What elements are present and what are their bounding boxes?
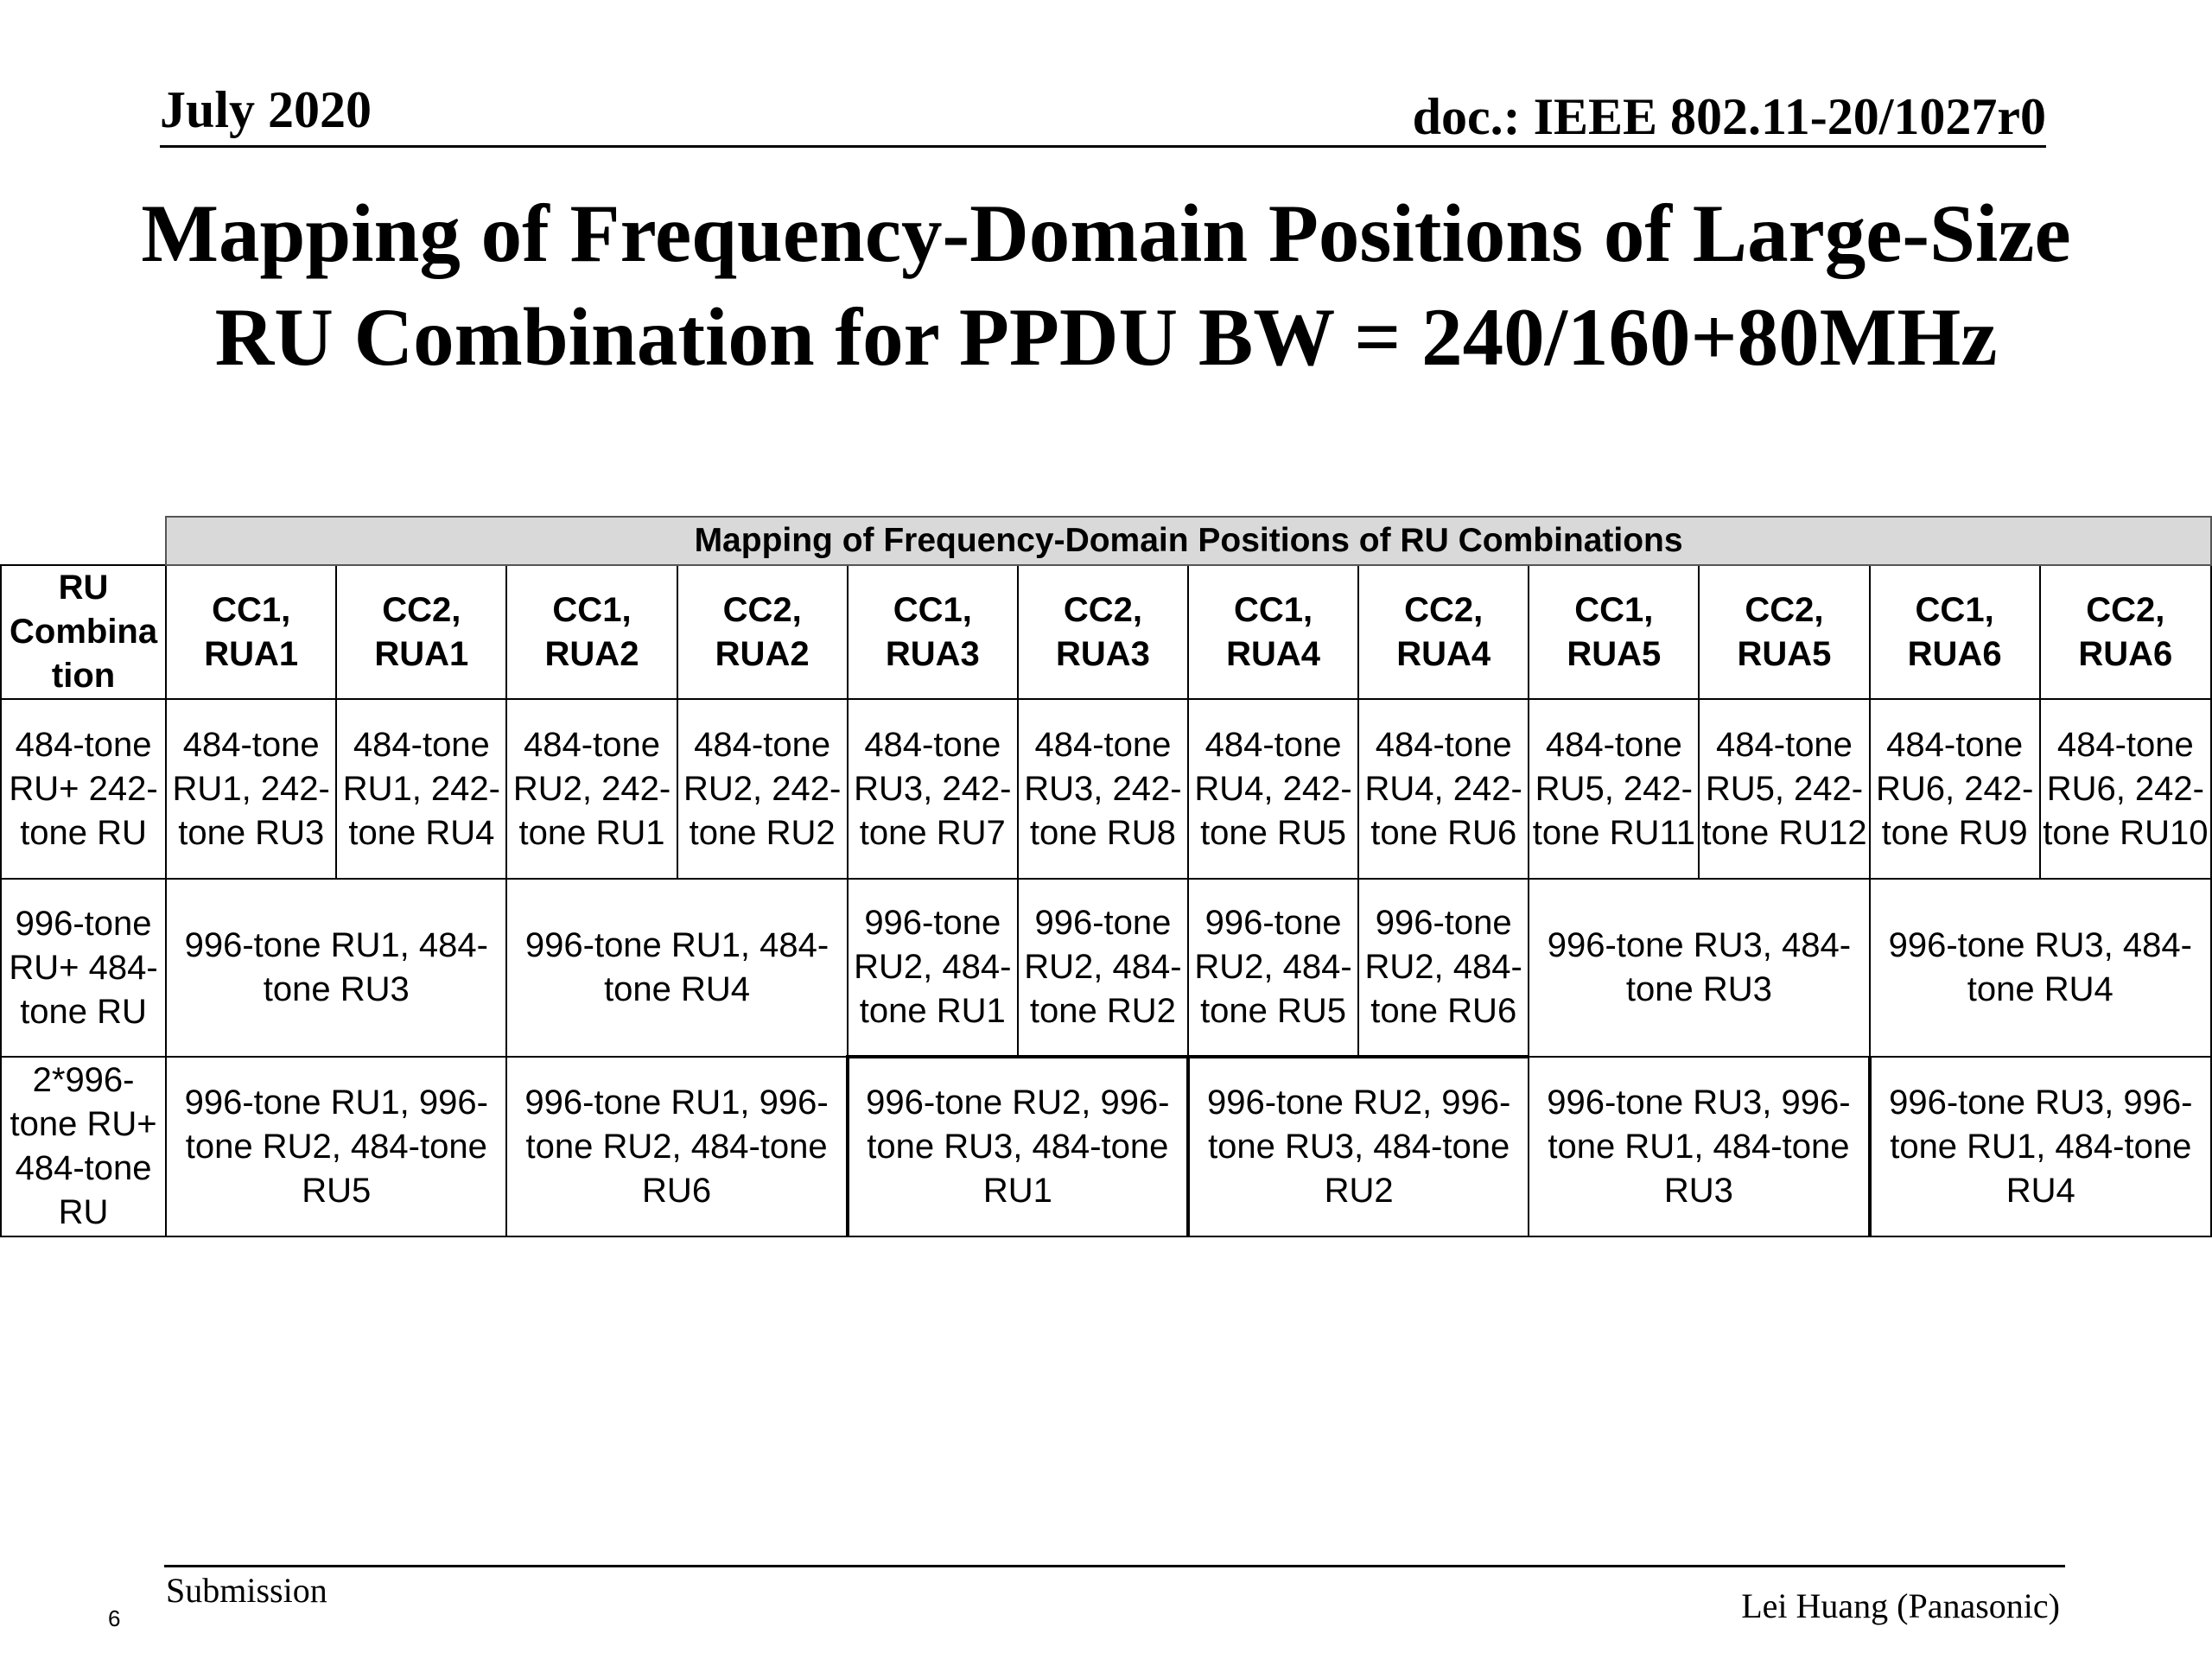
- table-cell: 484-tone RU4, 242-tone RU5: [1188, 699, 1358, 879]
- table-cell: 996-tone RU2, 484-tone RU2: [1018, 879, 1188, 1057]
- table-cell: 484-tone RU1, 242-tone RU4: [336, 699, 506, 879]
- table-banner: Mapping of Frequency-Domain Positions of RU Combinations: [166, 517, 2211, 565]
- table-cell: 484-tone RU2, 242-tone RU2: [677, 699, 848, 879]
- table-cell: 484-tone RU3, 242-tone RU8: [1018, 699, 1188, 879]
- table-cell: 484-tone RU1, 242-tone RU3: [166, 699, 336, 879]
- column-header: CC2, RUA2: [677, 565, 848, 699]
- column-header: CC2, RUA5: [1699, 565, 1869, 699]
- table-corner-blank: [1, 517, 166, 565]
- table-cell: 996-tone RU2, 996-tone RU3, 484-tone RU1: [848, 1057, 1188, 1236]
- table-cell: 484-tone RU2, 242-tone RU1: [506, 699, 677, 879]
- column-header: CC1, RUA3: [848, 565, 1018, 699]
- column-header: CC1, RUA1: [166, 565, 336, 699]
- row-label: 484-tone RU+ 242-tone RU: [1, 699, 166, 879]
- column-header: CC2, RUA6: [2040, 565, 2211, 699]
- footer-divider: [164, 1565, 2065, 1567]
- footer-author: Lei Huang (Panasonic): [1741, 1586, 2060, 1625]
- table-cell: 996-tone RU2, 484-tone RU6: [1358, 879, 1529, 1057]
- slide-title-line-2: RU Combination for PPDU BW = 240/160+80MHz: [214, 291, 1998, 383]
- table-cell: 484-tone RU5, 242-tone RU12: [1699, 699, 1869, 879]
- row-label: 2*996-tone RU+ 484-tone RU: [1, 1057, 166, 1236]
- table-cell: 484-tone RU3, 242-tone RU7: [848, 699, 1018, 879]
- slide-title-line-1: Mapping of Frequency-Domain Positions of Large-Size: [141, 188, 2071, 279]
- page-number: 6: [108, 1605, 121, 1631]
- table-cell: 996-tone RU3, 484-tone RU3: [1529, 879, 1869, 1057]
- table-cell: 996-tone RU1, 484-tone RU4: [506, 879, 847, 1057]
- column-header: CC2, RUA3: [1018, 565, 1188, 699]
- table-cell: 484-tone RU5, 242-tone RU11: [1529, 699, 1699, 879]
- footer-submission: Submission: [166, 1571, 327, 1610]
- table-cell: 996-tone RU1, 996-tone RU2, 484-tone RU5: [166, 1057, 506, 1236]
- column-header: CC1, RUA4: [1188, 565, 1358, 699]
- table-cell: 484-tone RU4, 242-tone RU6: [1358, 699, 1529, 879]
- ru-mapping-table: [0, 516, 2212, 1237]
- header-divider: [160, 145, 2046, 148]
- table-cell: 996-tone RU3, 996-tone RU1, 484-tone RU3: [1529, 1057, 1869, 1236]
- table-cell: 484-tone RU6, 242-tone RU10: [2040, 699, 2211, 879]
- table-cell: 996-tone RU2, 996-tone RU3, 484-tone RU2: [1188, 1057, 1529, 1236]
- table-cell: 996-tone RU3, 996-tone RU1, 484-tone RU4: [1870, 1057, 2211, 1236]
- table-cell: 996-tone RU3, 484-tone RU4: [1870, 879, 2211, 1057]
- column-header: CC1, RUA2: [506, 565, 677, 699]
- table-cell: 996-tone RU2, 484-tone RU1: [848, 879, 1018, 1057]
- table-cell: 996-tone RU1, 484-tone RU3: [166, 879, 506, 1057]
- slide-title: [35, 181, 2177, 389]
- corner-header: RU Combina tion: [1, 565, 166, 699]
- table-cell: 996-tone RU1, 996-tone RU2, 484-tone RU6: [506, 1057, 847, 1236]
- column-header: CC2, RUA1: [336, 565, 506, 699]
- header-doc-id: doc.: IEEE 802.11-20/1027r0: [1412, 88, 2046, 145]
- column-header: CC1, RUA6: [1870, 565, 2040, 699]
- header-date: July 2020: [160, 81, 372, 138]
- table-cell: 484-tone RU6, 242-tone RU9: [1870, 699, 2040, 879]
- row-label: 996-tone RU+ 484-tone RU: [1, 879, 166, 1057]
- table-cell: 996-tone RU2, 484-tone RU5: [1188, 879, 1358, 1057]
- column-header: CC1, RUA5: [1529, 565, 1699, 699]
- column-header: CC2, RUA4: [1358, 565, 1529, 699]
